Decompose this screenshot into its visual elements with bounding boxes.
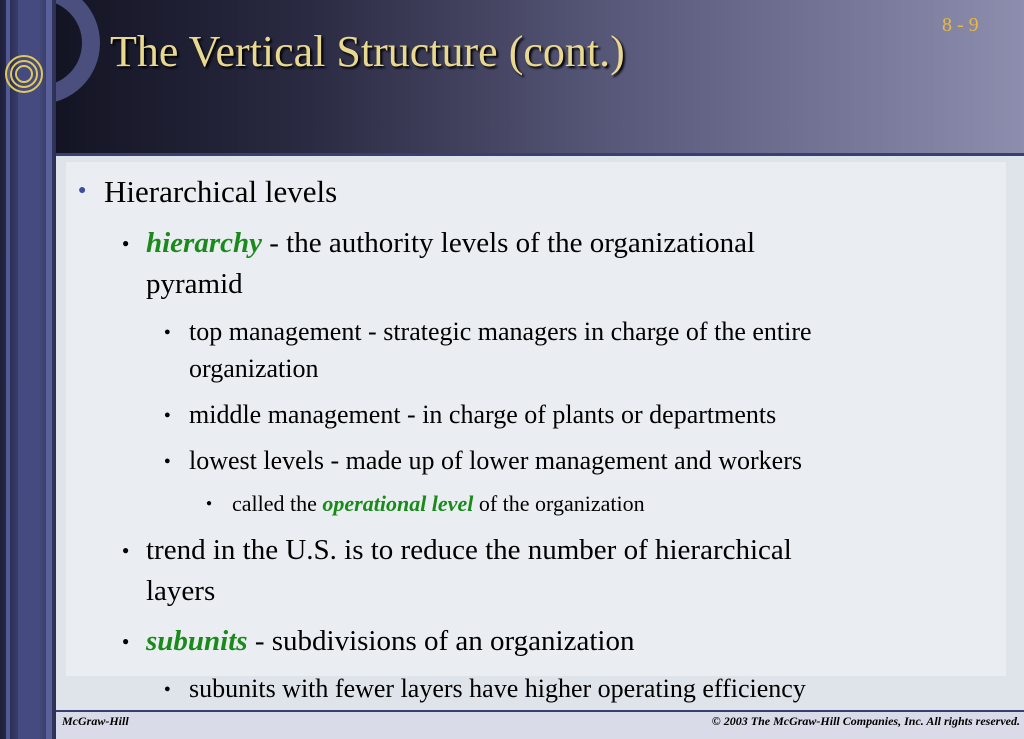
bullet-dot: ● <box>122 634 130 648</box>
bullet-top-management: top management - strategic managers in charge of the entire <box>189 317 812 346</box>
bullet-text: - the authority levels of the organizational <box>262 227 756 259</box>
bar-stripe <box>18 0 40 739</box>
bullet-text: - subdivisions of an organization <box>247 625 635 657</box>
footer-copyright: © 2003 The McGraw-Hill Companies, Inc. All rights reserved. <box>711 714 1020 728</box>
bar-stripe <box>6 0 10 739</box>
bullet-dot: ● <box>206 498 213 509</box>
bullet-subunits <box>146 625 634 658</box>
footer-publisher: McGraw-Hill <box>62 714 129 728</box>
bullet-dot: ● <box>164 326 171 338</box>
bullet-subunits-efficiency: subunits with fewer layers have higher operating efficiency <box>189 674 806 703</box>
slide-title: The Vertical Structure (cont.) <box>110 27 625 76</box>
bullet-lowest-levels: lowest levels - made up of lower management and workers <box>189 446 802 475</box>
bullet-top-management-cont: organization <box>189 354 319 383</box>
bullet-hierarchy <box>146 227 755 260</box>
bullet-dot: ● <box>164 683 171 695</box>
bullet-hierarchy-cont: pyramid <box>146 268 243 300</box>
key-term-subunits: subunits <box>146 625 248 657</box>
bar-stripe <box>46 0 52 739</box>
slide-header <box>0 0 1024 155</box>
bullet-dot: ● <box>78 183 87 198</box>
bullet-operational-level <box>232 491 645 517</box>
bullet-trend: trend in the U.S. is to reduce the number of hierarchical <box>146 534 792 566</box>
bullet-middle-management: middle management - in charge of plants or departments <box>189 400 777 429</box>
bullet-text: called the <box>232 491 323 516</box>
bullet-hierarchical-levels: Hierarchical levels <box>104 174 338 209</box>
key-term-hierarchy: hierarchy <box>146 227 262 259</box>
slide-number: 8 - 9 <box>942 14 979 36</box>
bullet-dot: ● <box>122 236 130 250</box>
bullet-dot: ● <box>164 455 171 467</box>
bullet-trend-cont: layers <box>146 575 216 607</box>
concentric-circles-icon <box>4 54 44 94</box>
key-term-operational-level: operational level <box>322 491 474 516</box>
bullet-dot: ● <box>164 409 171 421</box>
left-decorative-bar <box>0 0 56 739</box>
footer-divider <box>56 710 1024 712</box>
bullet-dot: ● <box>122 543 130 557</box>
bullet-text: of the organization <box>473 491 645 516</box>
